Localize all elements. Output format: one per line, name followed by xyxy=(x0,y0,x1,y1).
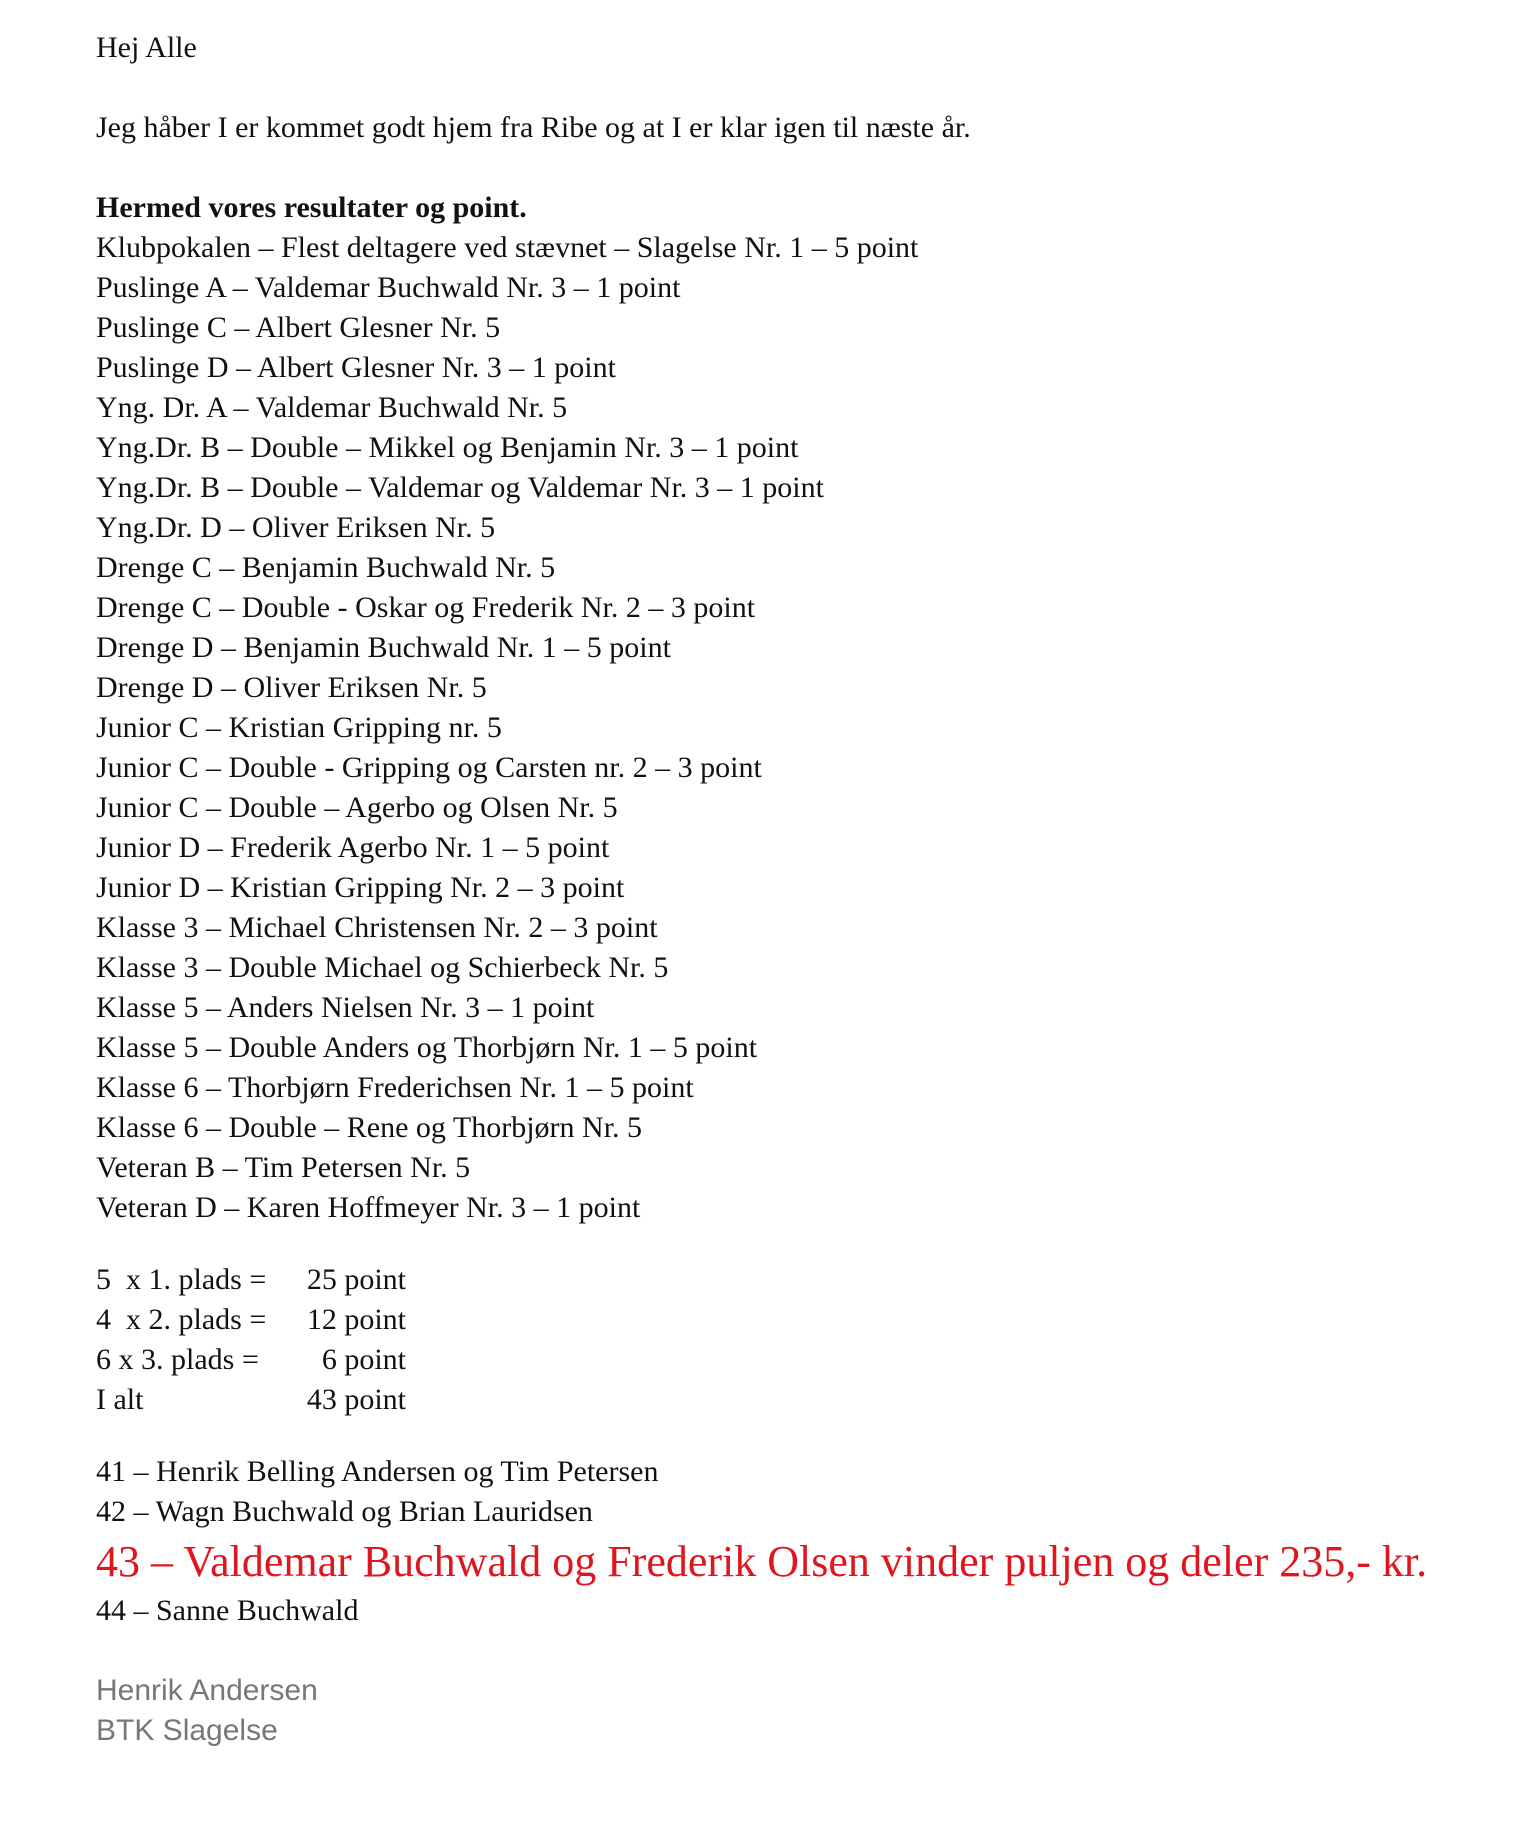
result-line: Puslinge C – Albert Glesner Nr. 5 xyxy=(96,311,501,344)
summary-value: 43 point xyxy=(306,1383,406,1416)
result-line: Junior C – Kristian Gripping nr. 5 xyxy=(96,711,502,744)
result-line: Klasse 6 – Double – Rene og Thorbjørn Nr. 5 xyxy=(96,1111,643,1144)
result-line: Drenge D – Oliver Eriksen Nr. 5 xyxy=(96,671,487,704)
summary-value: 25 point xyxy=(306,1263,406,1296)
summary-row-total xyxy=(96,1380,1496,1420)
result-line: Junior D – Kristian Gripping Nr. 2 – 3 point xyxy=(96,871,625,904)
results-heading: Hermed vores resultater og point. xyxy=(96,191,527,224)
summary-label: 5 x 1. plads = xyxy=(96,1263,267,1296)
result-line: Junior C – Double - Gripping og Carsten nr. 2 – 3 point xyxy=(96,751,762,784)
result-line: Yng.Dr. D – Oliver Eriksen Nr. 5 xyxy=(96,511,496,544)
result-line: Yng.Dr. B – Double – Mikkel og Benjamin Nr. 3 – 1 point xyxy=(96,431,799,464)
pool-line: 41 – Henrik Belling Andersen og Tim Petersen xyxy=(96,1455,659,1488)
pool-winner: 43 – Valdemar Buchwald og Frederik Olsen vinder puljen og deler 235,- kr. xyxy=(96,1537,1428,1586)
result-line: Veteran B – Tim Petersen Nr. 5 xyxy=(96,1151,471,1184)
result-line: Klasse 5 – Anders Nielsen Nr. 3 – 1 point xyxy=(96,991,595,1024)
results-section xyxy=(96,188,1496,1228)
pool-section xyxy=(96,1452,1496,1631)
summary-row xyxy=(96,1340,1496,1380)
summary-label: 6 x 3. plads = xyxy=(96,1343,259,1376)
signature xyxy=(96,1671,1496,1751)
summary-row xyxy=(96,1260,1496,1300)
points-summary xyxy=(96,1260,1496,1420)
result-line: Puslinge D – Albert Glesner Nr. 3 – 1 point xyxy=(96,351,616,384)
result-line: Klasse 3 – Double Michael og Schierbeck Nr. 5 xyxy=(96,951,669,984)
result-line: Drenge C – Benjamin Buchwald Nr. 5 xyxy=(96,551,556,584)
summary-value: 6 point xyxy=(321,1343,406,1376)
intro-text: Jeg håber I er kommet godt hjem fra Ribe og at I er klar igen til næste år. xyxy=(96,111,971,144)
signature-name: Henrik Andersen xyxy=(96,1674,318,1707)
result-line: Klasse 5 – Double Anders og Thorbjørn Nr. 1 – 5 point xyxy=(96,1031,758,1064)
result-line: Klubpokalen – Flest deltagere ved stævnet – Slagelse Nr. 1 – 5 point xyxy=(96,231,919,264)
signature-club: BTK Slagelse xyxy=(96,1714,278,1747)
summary-row xyxy=(96,1300,1496,1340)
result-line: Drenge C – Double - Oskar og Frederik Nr. 2 – 3 point xyxy=(96,591,756,624)
result-line: Veteran D – Karen Hoffmeyer Nr. 3 – 1 point xyxy=(96,1191,641,1224)
summary-value: 12 point xyxy=(306,1303,406,1336)
pool-line: 44 – Sanne Buchwald xyxy=(96,1594,359,1627)
result-line: Klasse 6 – Thorbjørn Frederichsen Nr. 1 – 5 point xyxy=(96,1071,694,1104)
result-line: Junior D – Frederik Agerbo Nr. 1 – 5 point xyxy=(96,831,610,864)
result-line: Puslinge A – Valdemar Buchwald Nr. 3 – 1 point xyxy=(96,271,681,304)
result-line: Yng. Dr. A – Valdemar Buchwald Nr. 5 xyxy=(96,391,568,424)
email-body xyxy=(96,28,1496,1751)
summary-label: 4 x 2. plads = xyxy=(96,1303,267,1336)
pool-line: 42 – Wagn Buchwald og Brian Lauridsen xyxy=(96,1495,593,1528)
greeting: Hej Alle xyxy=(96,31,197,64)
result-line: Drenge D – Benjamin Buchwald Nr. 1 – 5 point xyxy=(96,631,671,664)
summary-label: I alt xyxy=(96,1383,144,1416)
result-line: Junior C – Double – Agerbo og Olsen Nr. 5 xyxy=(96,791,618,824)
result-line: Yng.Dr. B – Double – Valdemar og Valdemar Nr. 3 – 1 point xyxy=(96,471,824,504)
result-line: Klasse 3 – Michael Christensen Nr. 2 – 3 point xyxy=(96,911,658,944)
